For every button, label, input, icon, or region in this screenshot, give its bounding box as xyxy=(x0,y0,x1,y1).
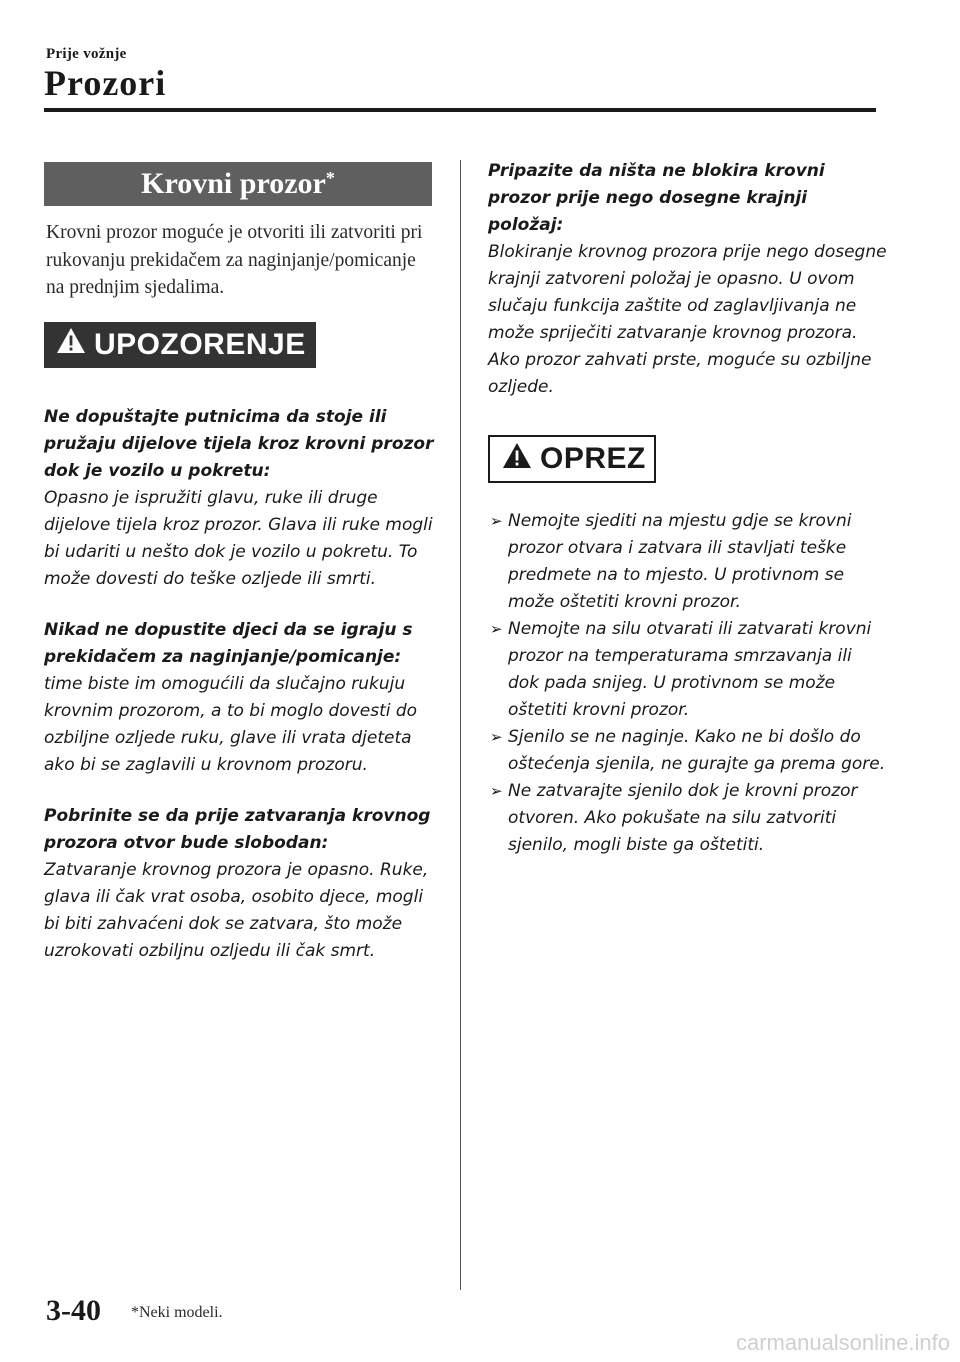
warning-item xyxy=(44,617,434,779)
warning-item xyxy=(488,158,888,401)
warning-item-text: time biste im omogućili da slučajno rukuju krovnim prozorom, a to bi moglo dovesti do ozbiljne ozljede ruku, glave ili vrata djeteta ako bi se zaglavili u krovnom prozoru. xyxy=(44,673,418,775)
caution-item xyxy=(488,778,888,859)
warning-item-title: Ne dopuštajte putnicima da stoje ili pružaju dijelove tijela kroz krovni prozor dok je vozilo u pokretu: xyxy=(44,406,434,481)
section-intro: Krovni prozor moguće je otvoriti ili zatvoriti pri rukovanju prekidačem za naginjanje/pomicanje na prednjim sjedalima. xyxy=(46,222,423,298)
header-rule xyxy=(44,108,876,112)
caution-label xyxy=(488,435,656,483)
page-number: 3-40 xyxy=(46,1294,101,1327)
caution-item-text: Ne zatvarajte sjenilo dok je krovni prozor otvoren. Ako pokušate na silu zatvoriti sjenilo, mogli biste ga oštetiti. xyxy=(508,781,858,855)
caution-label-text: OPREZ xyxy=(540,442,646,475)
caution-section xyxy=(488,435,888,859)
watermark: carmanualsonline.info xyxy=(735,1330,950,1355)
breadcrumb: Prije vožnje xyxy=(46,46,127,62)
caution-item-text: Nemojte sjediti na mjestu gdje se krovni prozor otvara i zatvara ili stavljati teške predmete na to mjesto. U protivnom se može oštetiti krovni prozor. xyxy=(508,511,852,612)
caution-item xyxy=(488,508,888,616)
arrow-bullet-icon: ➢ xyxy=(490,620,503,638)
warning-triangle-icon xyxy=(56,327,86,362)
warning-item xyxy=(44,803,434,965)
arrow-bullet-icon: ➢ xyxy=(490,782,503,800)
warning-item-title: Pobrinite se da prije zatvaranja krovnog prozora otvor bude slobodan: xyxy=(44,805,431,853)
warning-item-text: Blokiranje krovnog prozora prije nego dosegne krajnji zatvoreni položaj je opasno. U ovom slučaju funkcija zaštite od zaglavljivanja ne može spriječiti zatvaranje krovnog prozora. Ako prozor zahvati prste, moguće su ozbiljne ozljede. xyxy=(488,242,887,397)
footnote: *Neki modeli. xyxy=(131,1304,223,1321)
warning-label xyxy=(44,322,316,368)
warning-item-text: Zatvaranje krovnog prozora je opasno. Ruke, glava ili čak vrat osoba, osobito djece, mogli bi biti zahvaćeni dok se zatvara, što može uzrokovati ozbiljnu ozljedu ili čak smrt. xyxy=(44,859,429,961)
caution-item-text: Nemojte na silu otvarati ili zatvarati krovni prozor na temperaturama smrzavanja ili dok pada snijeg. U protivnom se može oštetiti krovni prozor. xyxy=(508,619,872,720)
section-heading-text: Krovni prozor xyxy=(141,167,326,200)
section-heading xyxy=(44,162,432,206)
warning-label-text: UPOZORENJE xyxy=(94,327,306,361)
warning-item-title: Pripazite da ništa ne blokira krovni prozor prije nego dosegne krajnji položaj: xyxy=(488,161,825,235)
warning-item-title: Nikad ne dopustite djeci da se igraju s prekidačem za naginjanje/pomicanje: xyxy=(44,619,413,667)
arrow-bullet-icon: ➢ xyxy=(490,728,503,746)
right-column xyxy=(488,162,888,859)
caution-item-text: Sjenilo se ne naginje. Kako ne bi došlo do oštećenja sjenila, ne gurajte ga prema gore. xyxy=(508,727,886,774)
column-divider xyxy=(460,160,461,1290)
warning-triangle-icon xyxy=(502,442,532,477)
caution-list xyxy=(488,508,888,859)
caution-item xyxy=(488,724,888,778)
arrow-bullet-icon: ➢ xyxy=(490,512,503,530)
caution-item xyxy=(488,616,888,724)
left-column xyxy=(44,162,434,965)
page-title: Prozori xyxy=(44,63,167,103)
section-heading-mark: * xyxy=(325,167,335,188)
warning-item xyxy=(44,404,434,593)
warning-item-text: Opasno je ispružiti glavu, ruke ili druge dijelove tijela kroz prozor. Glava ili ruke mogli bi udariti u nešto dok je vozilo u pokretu. To može dovesti do teške ozljede ili smrti. xyxy=(44,487,433,589)
